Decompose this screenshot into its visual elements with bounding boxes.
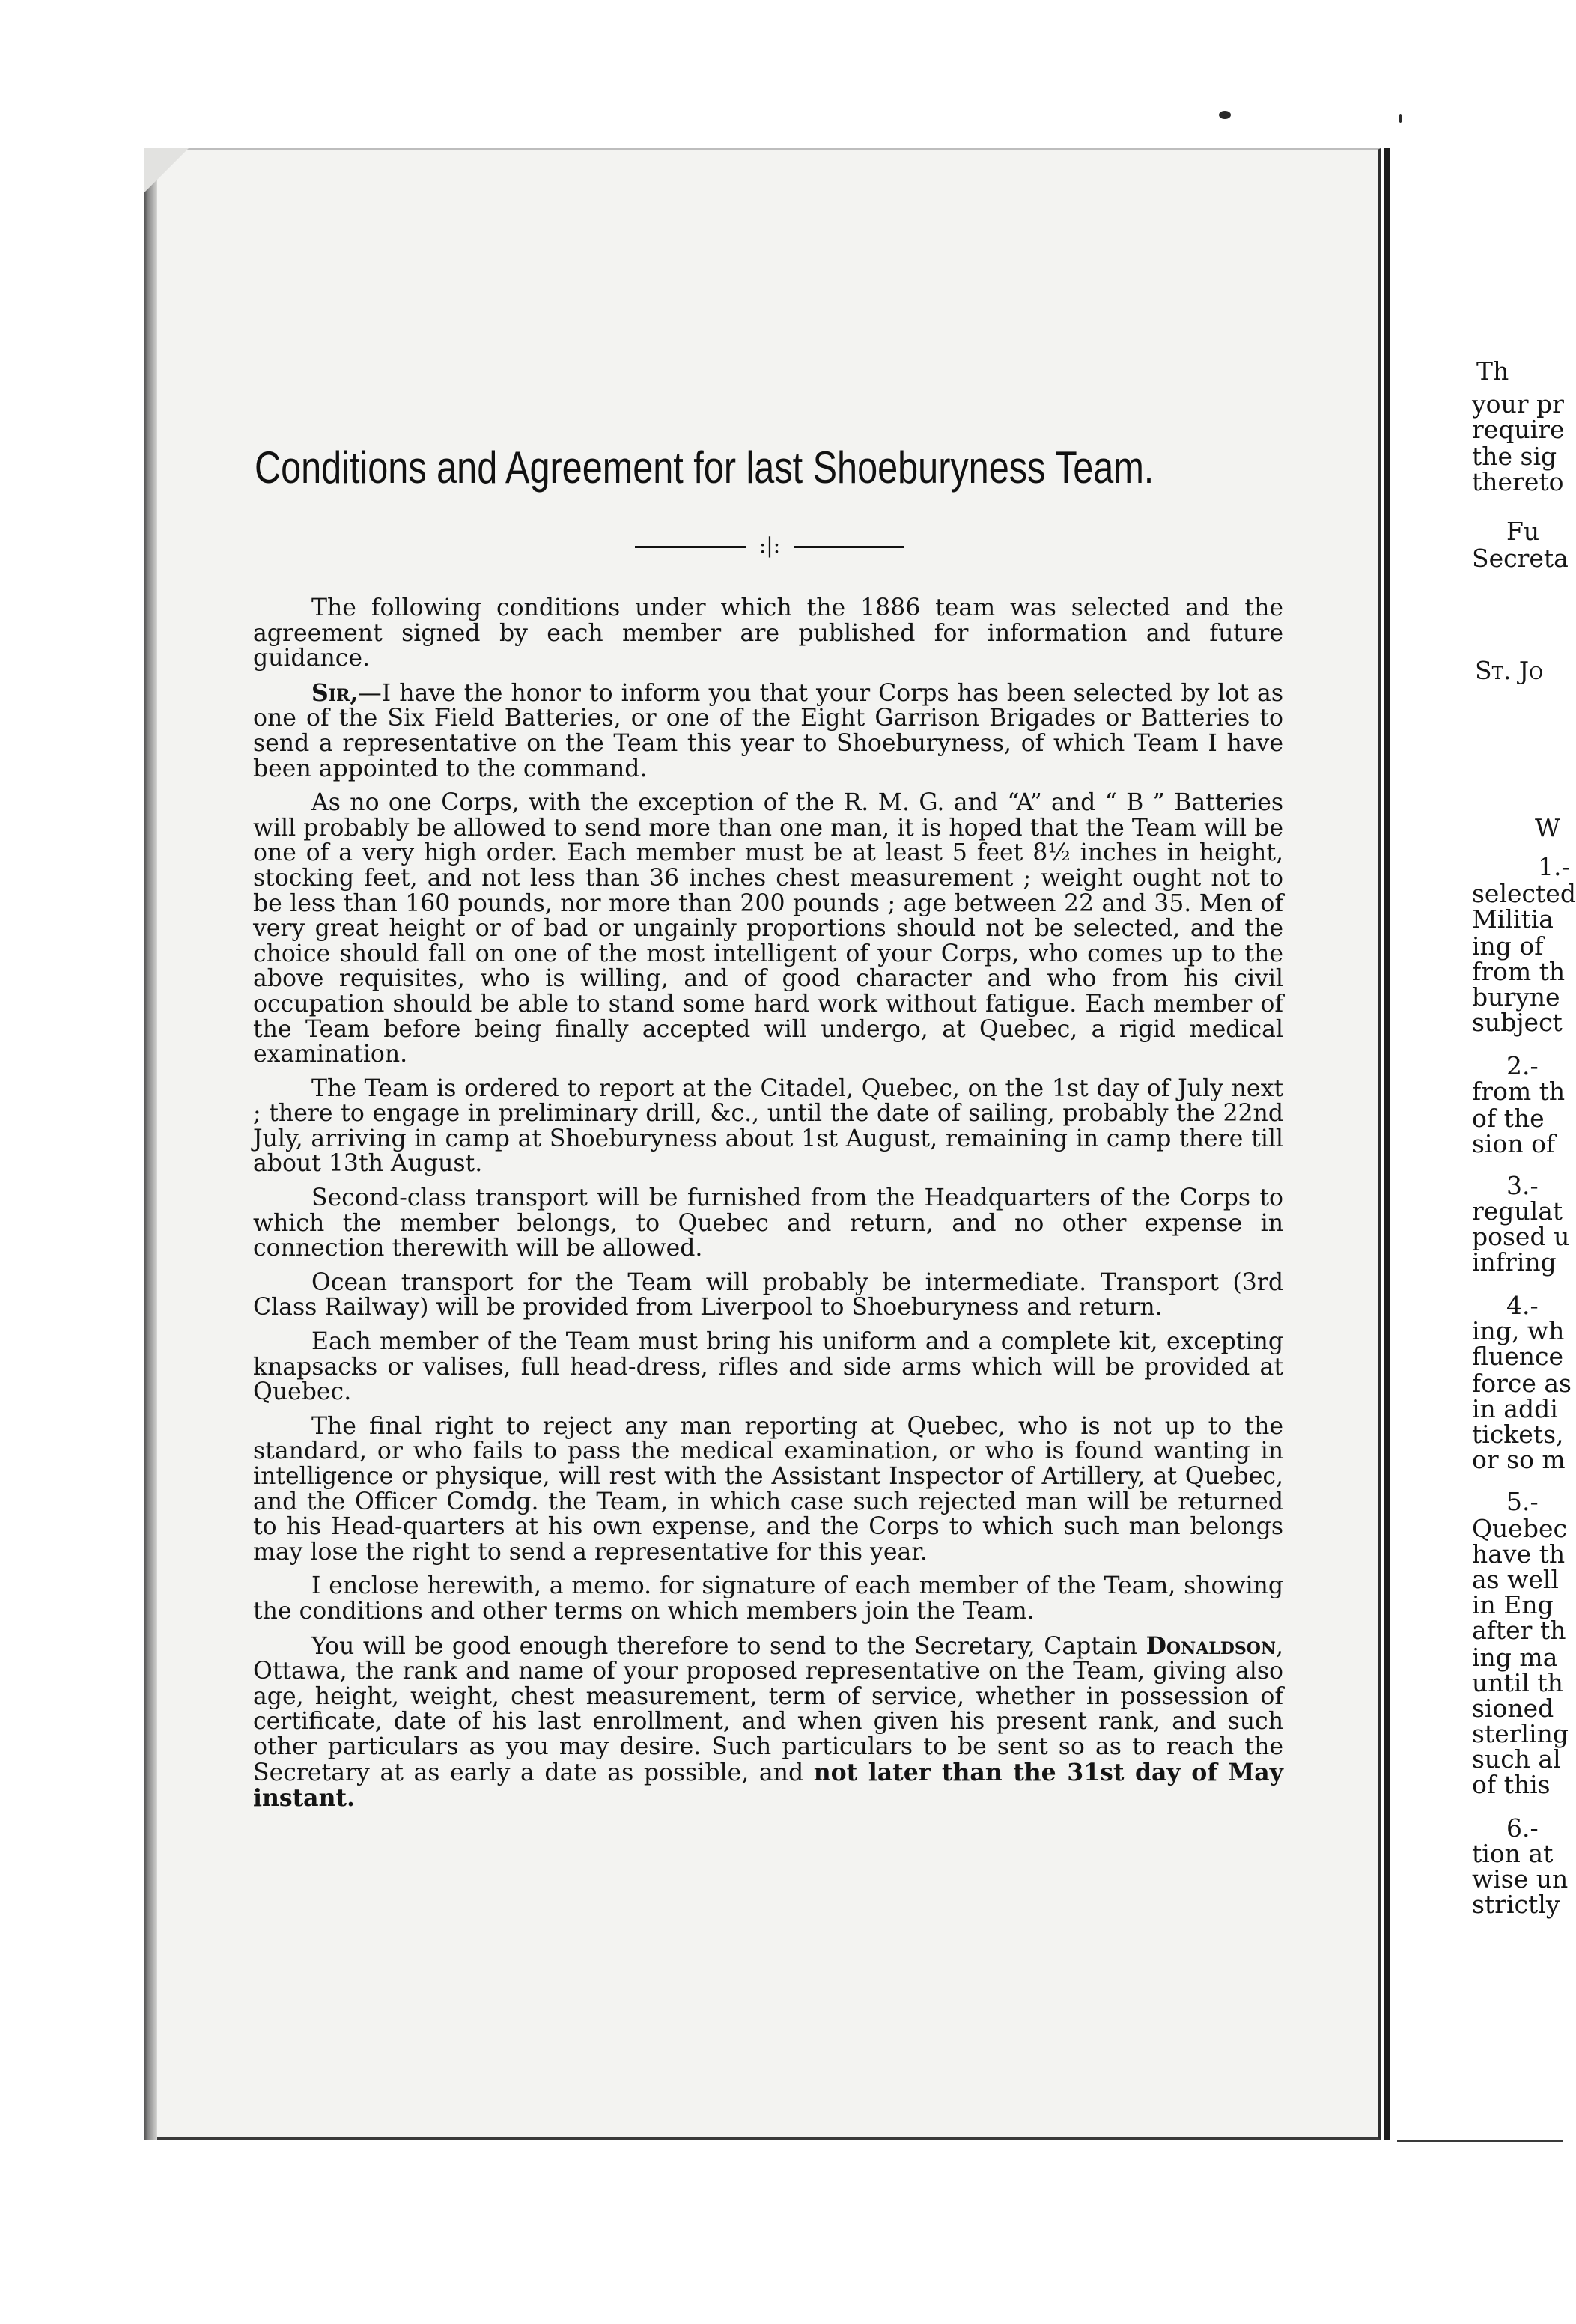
facing-line: strictly (1472, 1890, 1560, 1919)
facing-line: Secreta (1472, 544, 1569, 573)
ink-speck (1399, 114, 1402, 123)
paragraph-text: You will be good enough therefore to send to the Secretary, Captain (311, 1632, 1146, 1660)
facing-line: of the (1472, 1104, 1545, 1133)
instructions-paragraph (253, 1631, 1283, 1813)
facing-page (1397, 148, 1576, 2142)
facing-line: require (1472, 415, 1565, 444)
facing-line: force as (1472, 1369, 1572, 1398)
facing-line: posed u (1472, 1222, 1570, 1251)
intro-paragraph: The following conditions under which the 1886 team was selected and the agreement signed by each member are published for information and future guidance. (253, 594, 1283, 672)
page-corner (144, 148, 189, 193)
facing-line: your pr (1472, 389, 1564, 419)
facing-line: tion at (1472, 1839, 1554, 1868)
facing-line: have th (1472, 1539, 1566, 1569)
rejection-paragraph: The final right to reject any man reporting at Quebec, who is not up to the standard, or who fails to pass the medical examination, or who is found wanting in intelligence or physique, will rest with the Assistant Inspector of Artillery, at Quebec, and the Officer Comdg. the Team, in which case such rejected man will be returned to his Head-quarters at his own expense, and the Corps to which such man belongs may lose the right to send a representative for this year. (253, 1412, 1283, 1566)
facing-line: 6.- (1506, 1813, 1539, 1843)
salutation: Sir, (311, 678, 359, 707)
facing-line: Th (1476, 356, 1509, 386)
schedule-paragraph: The Team is ordered to report at the Citadel, Quebec, on the 1st day of July next ; there to engage in preliminary drill, &c., until the date of sailing, probably the 22nd July, arriving in camp at Shoeburyness about 1st August, remaining in camp there till about 13th August. (253, 1074, 1283, 1178)
facing-line: wise un (1472, 1864, 1569, 1893)
facing-line: sioned (1472, 1694, 1554, 1723)
facing-line: from th (1472, 1077, 1566, 1106)
facing-line: W (1535, 813, 1560, 842)
facing-line: Militia (1472, 904, 1554, 934)
facing-line: as well (1472, 1565, 1559, 1594)
transport-paragraph: Second-class transport will be furnished from the Headquarters of the Corps to which the member belongs, to Quebec and return, and no other expense in connection therewith will be allowed. (253, 1184, 1283, 1262)
divider-rule-right (794, 546, 904, 548)
document-body (253, 596, 1283, 1821)
paragraph-text: , Ottawa, the rank and name of your proposed representative on the Team, giving also age, height, weight, chest measurement, term of service, whether in possession of certificate, date of his last enrollment, and when given his present rank, and such other particulars as you may desire. Such particulars to be sent so as to reach the Secretary at as early a date as possible, and (253, 1632, 1283, 1786)
facing-line: buryne (1472, 982, 1560, 1012)
binding-gutter (1384, 148, 1390, 2140)
facing-line: of this (1472, 1770, 1551, 1799)
facing-line: until th (1472, 1668, 1563, 1697)
secretary-name: Donaldson (1146, 1631, 1276, 1660)
facing-line: from th (1472, 957, 1566, 986)
facing-line: in Eng (1472, 1590, 1554, 1619)
facing-line: thereto (1472, 467, 1564, 496)
title-divider (635, 535, 904, 557)
enclosure-paragraph: I enclose herewith, a memo. for signature of each member of the Team, showing the conditions and other terms on which members join the Team. (253, 1572, 1283, 1625)
facing-line: ing of (1472, 931, 1544, 961)
facing-line: fluence (1472, 1342, 1564, 1371)
facing-line: after th (1472, 1616, 1566, 1645)
facing-line: tickets, (1472, 1420, 1564, 1449)
ocean-transport-paragraph: Ocean transport for the Team will probably be intermediate. Transport (3rd Class Railway) will be provided from Liverpool to Shoeburyness and return. (253, 1268, 1283, 1321)
ink-speck (1219, 111, 1231, 119)
facing-line: sterling (1472, 1719, 1569, 1748)
facing-line: Fu (1506, 517, 1540, 546)
requirements-paragraph: As no one Corps, with the exception of the R. M. G. and “A” and “ B ” Batteries will probably be allowed to send more than one man, it is hoped that the Team will be one of a very high order. Each member must be at least 5 feet 8½ inches in height, stocking feet, and not less than 36 inches chest measurement ; weight ought not to be less than 160 pounds, nor more than 200 pounds ; age between 22 and 35. Men of very great height or of bad or ungainly proportions should not be selected, and the choice should fall on one of the most intelligent of your Corps, who comes up to the above requisites, who is willing, and of good character and who from his civil occupation should be able to stand some hard work without fatigue. Each member of the Team before being finally accepted will undergo, at Quebec, a rigid medical examination. (253, 789, 1283, 1068)
salutation-paragraph (253, 678, 1283, 782)
deadline-text: not later than the 31st day of May instant. (253, 1758, 1283, 1813)
facing-line: or so m (1472, 1445, 1566, 1474)
facing-line: such al (1472, 1744, 1561, 1774)
divider-rule-left (635, 546, 746, 548)
facing-line: 4.- (1506, 1291, 1539, 1320)
facing-line: Quebec (1472, 1514, 1567, 1543)
paragraph-text: —I have the honor to inform you that your Corps has been selected by lot as one of the Six Field Batteries, or one of the Eight Garrison Brigades or Batteries to send a representative on the Team this year to Shoeburyness, of which Team I have been appointed to the command. (253, 679, 1283, 782)
facing-line: 1.- (1538, 852, 1570, 881)
facing-line: subject (1472, 1008, 1563, 1037)
facing-line: ing ma (1472, 1643, 1558, 1672)
divider-ornament: :|: (758, 533, 781, 558)
facing-line: the sig (1472, 442, 1557, 471)
facing-line: sion of (1472, 1129, 1556, 1158)
facing-line: regulat (1472, 1196, 1563, 1226)
page-title: Conditions and Agreement for last Shoeburyness Team. (255, 442, 1154, 493)
facing-line: in addi (1472, 1394, 1558, 1423)
facing-line: ing, wh (1472, 1316, 1565, 1345)
facing-line: selected (1472, 879, 1576, 908)
facing-line: 3.- (1506, 1171, 1539, 1200)
facing-line: 5.- (1506, 1487, 1539, 1516)
facing-line: infring (1472, 1247, 1557, 1277)
facing-line: St. Jo (1475, 656, 1544, 685)
kit-paragraph: Each member of the Team must bring his uniform and a complete kit, excepting knapsacks or valises, full head-dress, rifles and side arms which will be provided at Quebec. (253, 1328, 1283, 1406)
facing-line: 2.- (1506, 1051, 1539, 1080)
